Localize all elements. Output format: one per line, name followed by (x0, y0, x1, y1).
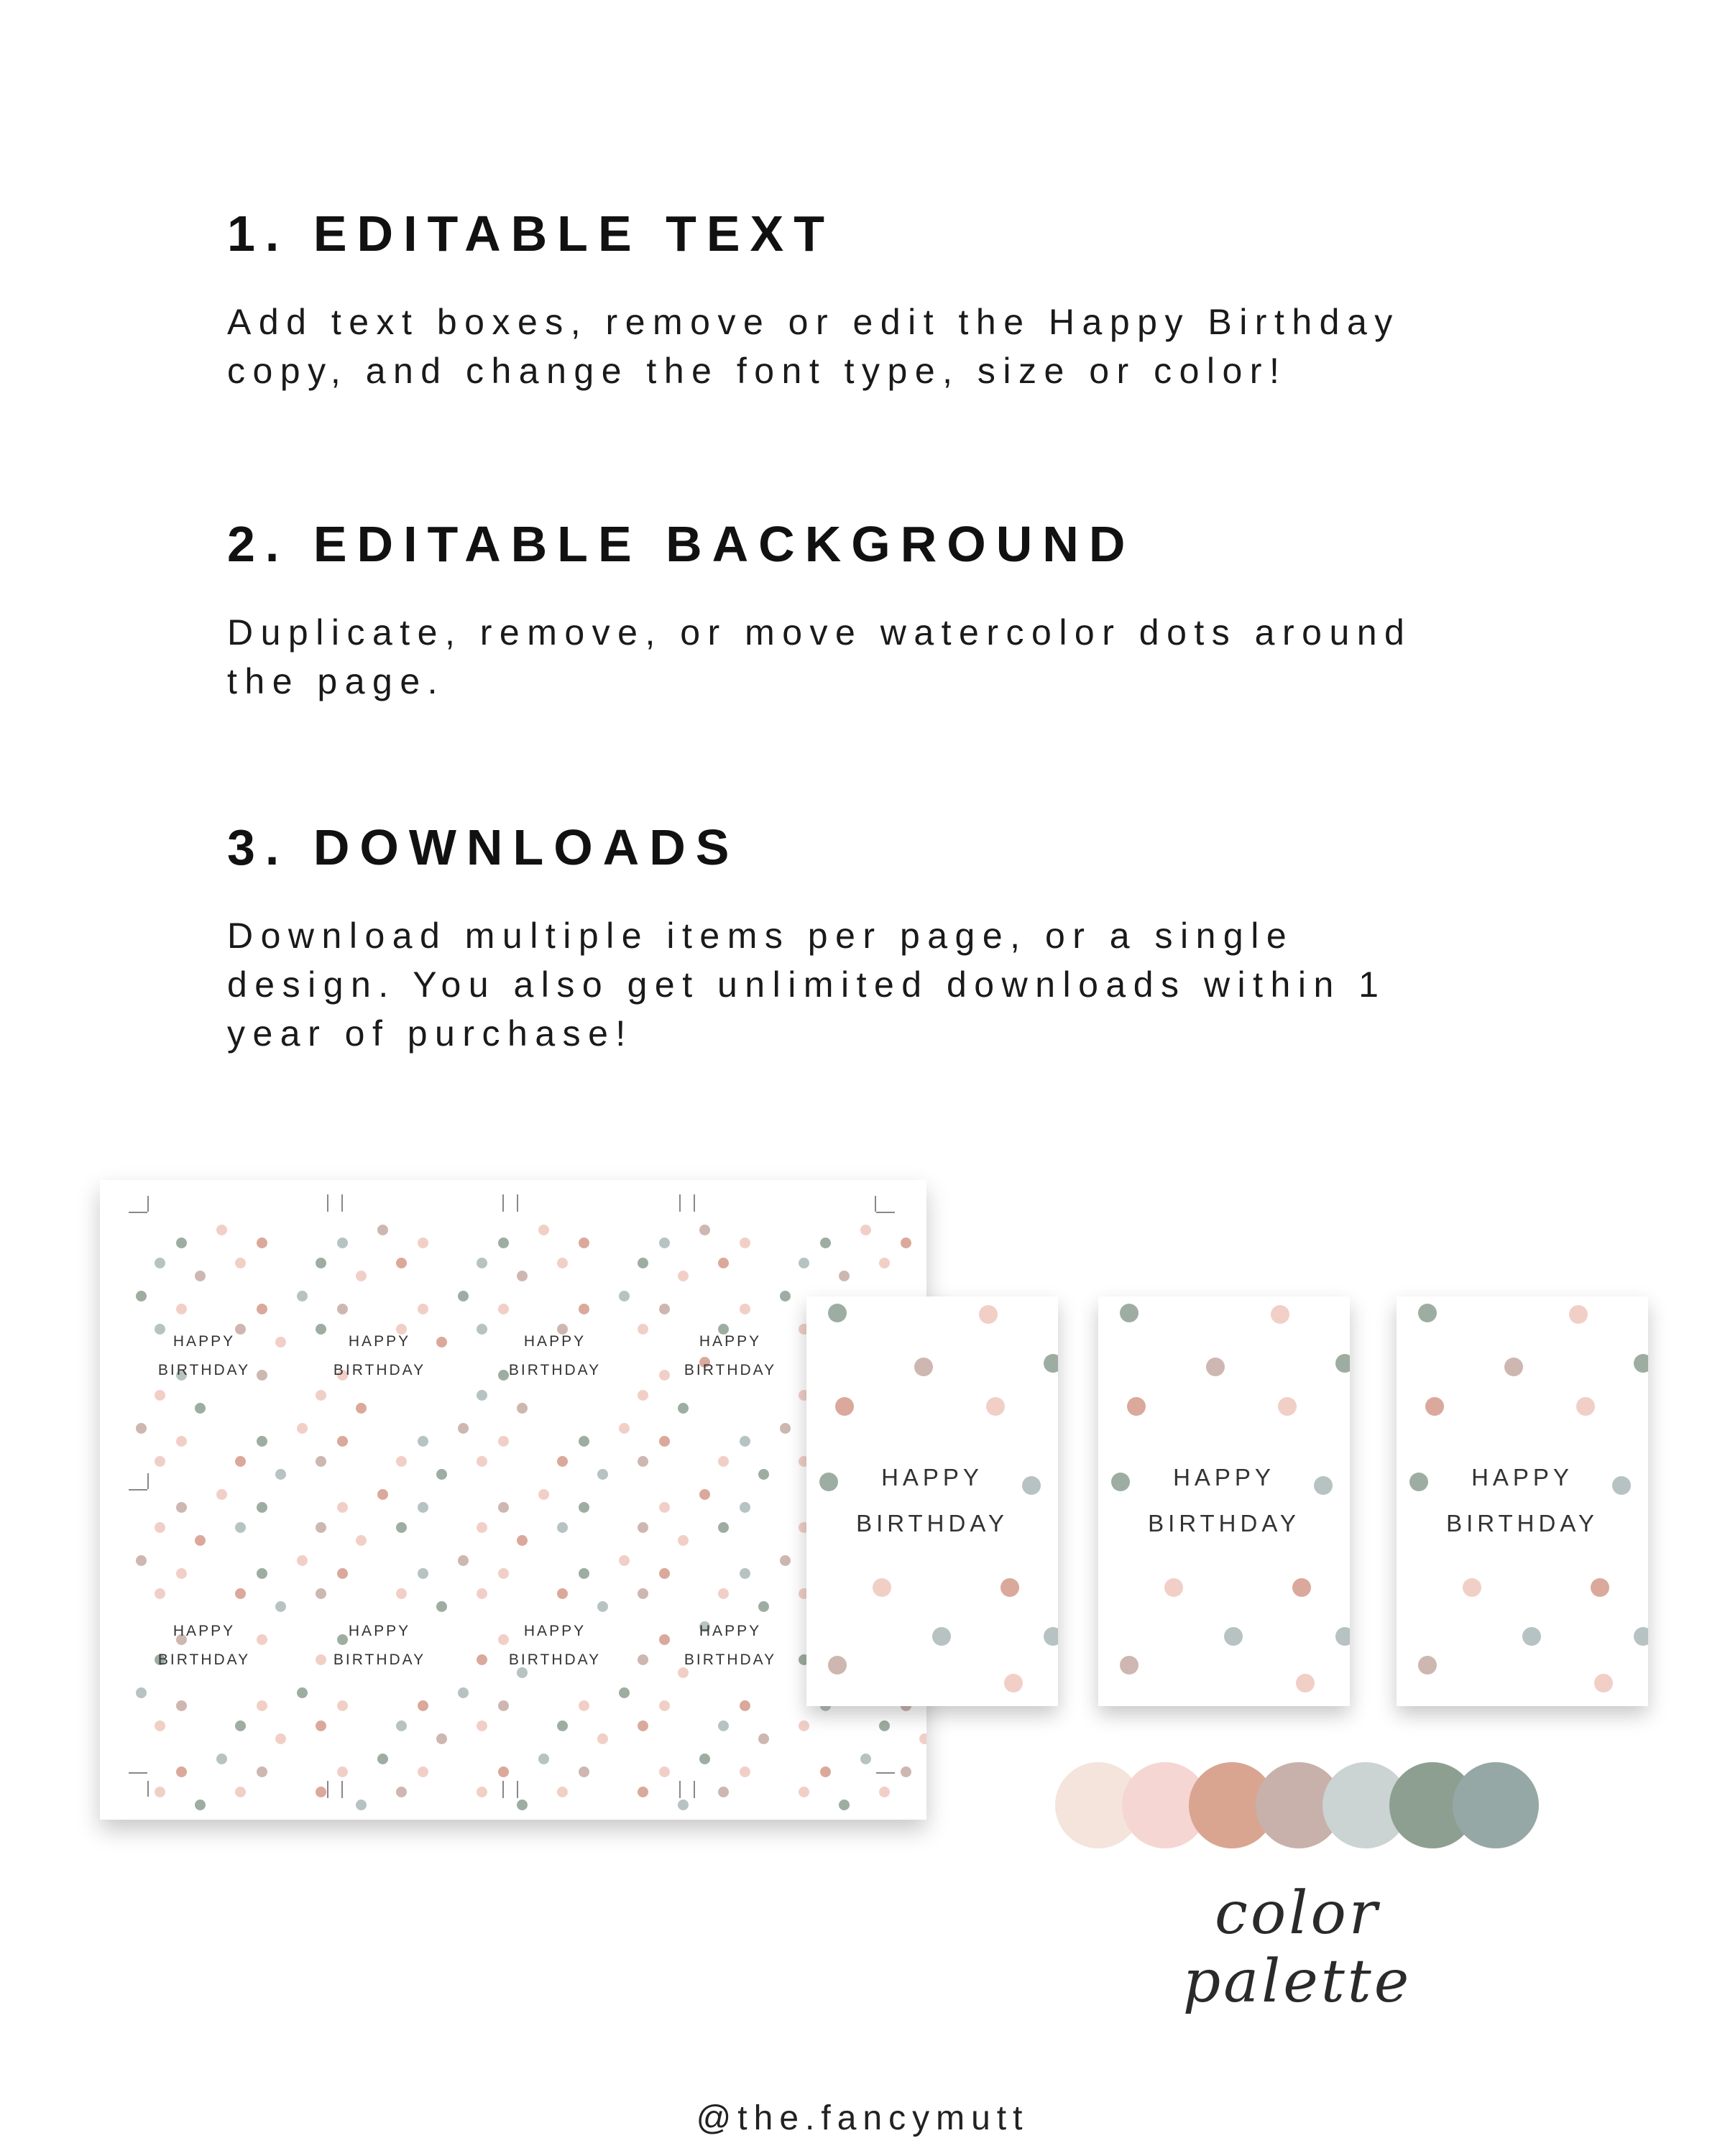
watercolor-dot (195, 1535, 206, 1546)
card-preview-2 (1098, 1296, 1350, 1706)
sheet-greeting-line-1: HAPPY (523, 1623, 586, 1639)
watercolor-dot (901, 1238, 911, 1248)
watercolor-dot (699, 1489, 710, 1500)
watercolor-dot (860, 1754, 871, 1764)
watercolor-dot (659, 1568, 670, 1579)
watercolor-dot (1120, 1304, 1138, 1322)
section-heading: 2. EDITABLE BACKGROUND (227, 516, 1136, 572)
watercolor-dot (799, 1787, 809, 1797)
watercolor-dot (619, 1687, 630, 1698)
crop-mark (694, 1781, 695, 1798)
watercolor-dot (458, 1555, 469, 1566)
watercolor-dot (835, 1397, 854, 1416)
watercolor-dot (498, 1568, 509, 1579)
watercolor-dot (659, 1304, 670, 1314)
crop-mark (517, 1781, 518, 1798)
description-line: year of purchase! (227, 1013, 633, 1054)
watercolor-dot (498, 1304, 509, 1314)
watercolor-dot (257, 1766, 267, 1777)
watercolor-dot (356, 1800, 367, 1810)
crop-mark (679, 1194, 681, 1212)
sheet-greeting-line-2: BIRTHDAY (684, 1362, 777, 1378)
watercolor-dot (235, 1720, 246, 1731)
crop-mark (327, 1781, 328, 1798)
watercolor-dot (638, 1258, 648, 1268)
watercolor-dot (517, 1403, 528, 1414)
watercolor-dot (1634, 1627, 1648, 1646)
watercolor-dot (579, 1238, 589, 1248)
palette-swatch (1453, 1762, 1539, 1848)
watercolor-dot (257, 1436, 267, 1447)
watercolor-dot (1000, 1578, 1019, 1597)
watercolor-dot (136, 1291, 147, 1302)
watercolor-dot (1127, 1397, 1146, 1416)
watercolor-dot (659, 1502, 670, 1513)
watercolor-dot (740, 1238, 750, 1248)
watercolor-dot (678, 1800, 689, 1810)
watercolor-dot (1206, 1358, 1225, 1376)
watercolor-dot (860, 1225, 871, 1235)
sheet-greeting-line-1: HAPPY (348, 1623, 411, 1639)
watercolor-dot (316, 1522, 326, 1533)
watercolor-dot (638, 1654, 648, 1665)
watercolor-dot (498, 1700, 509, 1711)
watercolor-dot (356, 1271, 367, 1281)
watercolor-dot (597, 1733, 608, 1744)
sheet-greeting (483, 1617, 627, 1674)
watercolor-dot (879, 1720, 890, 1731)
crop-mark (147, 1473, 149, 1489)
sheet-greeting-line-2: BIRTHDAY (508, 1651, 602, 1668)
watercolor-dot (914, 1358, 933, 1376)
watercolor-dot (557, 1456, 568, 1467)
watercolor-dot (477, 1456, 487, 1467)
watercolor-dot (1044, 1627, 1058, 1646)
watercolor-dot (820, 1766, 831, 1777)
card-greeting-line-2: BIRTHDAY (1148, 1510, 1300, 1537)
watercolor-dot (1522, 1627, 1541, 1646)
watercolor-dot (557, 1522, 568, 1533)
description-line: Duplicate, remove, or move watercolor dots around (227, 612, 1412, 653)
watercolor-dot (1164, 1578, 1183, 1597)
watercolor-dot (396, 1720, 407, 1731)
watercolor-dot (839, 1800, 850, 1810)
watercolor-dot (235, 1588, 246, 1599)
watercolor-dot (619, 1555, 630, 1566)
section-editable-text (227, 208, 1521, 395)
watercolor-dot (377, 1225, 388, 1235)
description-line: Download multiple items per page, or a single (227, 916, 1294, 956)
watercolor-dot (979, 1305, 998, 1324)
watercolor-dot (1418, 1656, 1437, 1674)
section-editable-background (227, 516, 1521, 706)
description-line: Add text boxes, remove or edit the Happy Birthday (227, 302, 1400, 342)
watercolor-dot (799, 1720, 809, 1731)
watercolor-dot (1335, 1627, 1350, 1646)
watercolor-dot (275, 1601, 286, 1612)
card-greeting-line-2: BIRTHDAY (1446, 1510, 1598, 1537)
watercolor-dot (136, 1687, 147, 1698)
sheet-greeting-line-1: HAPPY (172, 1333, 236, 1350)
crop-mark (147, 1196, 149, 1212)
crop-mark (341, 1194, 343, 1212)
watercolor-dot (477, 1720, 487, 1731)
sheet-greeting-line-2: BIRTHDAY (508, 1362, 602, 1378)
watercolor-dot (436, 1601, 447, 1612)
watercolor-dot (155, 1456, 165, 1467)
watercolor-dot (257, 1304, 267, 1314)
crop-mark (876, 1212, 895, 1213)
watercolor-dot (678, 1271, 689, 1281)
sheet-greeting (308, 1327, 451, 1385)
watercolor-dot (579, 1766, 589, 1777)
watercolor-dot (597, 1469, 608, 1480)
sheet-greeting (308, 1617, 451, 1674)
section-heading: 1. EDITABLE TEXT (227, 206, 834, 262)
watercolor-dot (718, 1787, 729, 1797)
watercolor-dot (597, 1601, 608, 1612)
watercolor-dot (758, 1469, 769, 1480)
watercolor-dot (396, 1787, 407, 1797)
watercolor-dot (477, 1258, 487, 1268)
watercolor-dot (498, 1436, 509, 1447)
watercolor-dot (740, 1700, 750, 1711)
watercolor-dot (579, 1502, 589, 1513)
watercolor-dot (538, 1225, 549, 1235)
watercolor-dot (638, 1324, 648, 1335)
watercolor-dot (839, 1271, 850, 1281)
sheet-greeting-line-1: HAPPY (523, 1333, 586, 1350)
watercolor-dot (1044, 1354, 1058, 1373)
watercolor-dot (718, 1588, 729, 1599)
crop-mark (327, 1194, 328, 1212)
sheet-greeting (132, 1327, 276, 1385)
watercolor-dot (275, 1733, 286, 1744)
watercolor-dot (579, 1304, 589, 1314)
watercolor-dot (337, 1436, 348, 1447)
watercolor-dot (718, 1456, 729, 1467)
watercolor-dot (216, 1489, 227, 1500)
watercolor-dot (396, 1588, 407, 1599)
watercolor-dot (176, 1304, 187, 1314)
watercolor-dot (155, 1522, 165, 1533)
watercolor-dot (498, 1238, 509, 1248)
watercolor-dot (538, 1489, 549, 1500)
social-handle: @the.fancymutt (696, 2099, 1029, 2137)
watercolor-dot (1576, 1397, 1595, 1416)
watercolor-dot (517, 1800, 528, 1810)
watercolor-dot (659, 1766, 670, 1777)
watercolor-dot (436, 1469, 447, 1480)
watercolor-dot (297, 1291, 308, 1302)
watercolor-dot (458, 1687, 469, 1698)
watercolor-dot (275, 1337, 286, 1348)
watercolor-dot (740, 1304, 750, 1314)
watercolor-dot (659, 1700, 670, 1711)
watercolor-dot (919, 1733, 926, 1744)
section-description (227, 911, 1521, 1058)
watercolor-dot (235, 1522, 246, 1533)
watercolor-dot (436, 1733, 447, 1744)
sheet-greeting-line-1: HAPPY (699, 1333, 762, 1350)
card-greeting-line-1: HAPPY (1173, 1464, 1275, 1491)
watercolor-dot (257, 1568, 267, 1579)
watercolor-dot (477, 1787, 487, 1797)
watercolor-dot (297, 1687, 308, 1698)
watercolor-dot (718, 1258, 729, 1268)
watercolor-dot (155, 1588, 165, 1599)
watercolor-dot (297, 1555, 308, 1566)
watercolor-dot (1591, 1578, 1609, 1597)
watercolor-dot (316, 1720, 326, 1731)
watercolor-dot (1278, 1397, 1297, 1416)
watercolor-dot (195, 1800, 206, 1810)
watercolor-dot (418, 1238, 428, 1248)
card-greeting (806, 1455, 1058, 1547)
watercolor-dot (155, 1720, 165, 1731)
description-line: copy, and change the font type, size or color! (227, 351, 1287, 391)
crop-mark (876, 1772, 895, 1774)
watercolor-dot (932, 1627, 951, 1646)
watercolor-dot (820, 1238, 831, 1248)
watercolor-dot (740, 1568, 750, 1579)
crop-mark (147, 1781, 149, 1797)
watercolor-dot (477, 1588, 487, 1599)
section-downloads (227, 819, 1521, 1058)
watercolor-dot (557, 1720, 568, 1731)
watercolor-dot (195, 1271, 206, 1281)
crop-mark (517, 1194, 518, 1212)
watercolor-dot (1224, 1627, 1243, 1646)
watercolor-dot (557, 1787, 568, 1797)
watercolor-dot (579, 1700, 589, 1711)
watercolor-dot (418, 1436, 428, 1447)
watercolor-dot (579, 1568, 589, 1579)
crop-mark (129, 1212, 147, 1213)
watercolor-dot (619, 1291, 630, 1302)
watercolor-dot (740, 1502, 750, 1513)
watercolor-dot (638, 1588, 648, 1599)
watercolor-dot (1292, 1578, 1311, 1597)
watercolor-dot (356, 1535, 367, 1546)
card-greeting (1098, 1455, 1350, 1547)
sheet-greeting-line-2: BIRTHDAY (157, 1362, 251, 1378)
watercolor-dot (699, 1225, 710, 1235)
section-description (227, 298, 1521, 395)
watercolor-dot (780, 1423, 791, 1434)
watercolor-dot (557, 1588, 568, 1599)
watercolor-dot (356, 1403, 367, 1414)
watercolor-dot (155, 1390, 165, 1401)
watercolor-dot (418, 1766, 428, 1777)
crop-mark (694, 1194, 695, 1212)
watercolor-dot (337, 1700, 348, 1711)
watercolor-dot (176, 1766, 187, 1777)
watercolor-dot (337, 1238, 348, 1248)
section-heading: 3. DOWNLOADS (227, 819, 740, 875)
watercolor-dot (1594, 1674, 1613, 1692)
watercolor-dot (718, 1720, 729, 1731)
crop-mark (502, 1781, 504, 1798)
crop-mark (679, 1781, 681, 1798)
crop-mark (129, 1489, 147, 1491)
sheet-greeting (658, 1327, 802, 1385)
watercolor-dot (418, 1700, 428, 1711)
watercolor-dot (758, 1601, 769, 1612)
watercolor-dot (780, 1291, 791, 1302)
sheet-greeting (483, 1327, 627, 1385)
description-line: design. You also get unlimited downloads within 1 (227, 964, 1386, 1005)
watercolor-dot (337, 1304, 348, 1314)
sheet-greeting-line-2: BIRTHDAY (333, 1651, 426, 1668)
watercolor-dot (1504, 1358, 1523, 1376)
watercolor-dot (176, 1436, 187, 1447)
watercolor-dot (1120, 1656, 1138, 1674)
watercolor-dot (1418, 1304, 1437, 1322)
card-preview-1 (806, 1296, 1058, 1706)
section-description (227, 608, 1521, 706)
watercolor-dot (758, 1733, 769, 1744)
watercolor-dot (458, 1291, 469, 1302)
watercolor-dot (879, 1258, 890, 1268)
watercolor-dot (176, 1568, 187, 1579)
watercolor-dot (638, 1787, 648, 1797)
watercolor-dot (216, 1225, 227, 1235)
watercolor-dot (879, 1787, 890, 1797)
watercolor-dot (257, 1502, 267, 1513)
watercolor-dot (678, 1403, 689, 1414)
watercolor-dot (316, 1390, 326, 1401)
watercolor-dot (901, 1766, 911, 1777)
watercolor-dot (477, 1390, 487, 1401)
watercolor-dot (659, 1238, 670, 1248)
watercolor-dot (828, 1304, 847, 1322)
watercolor-dot (176, 1238, 187, 1248)
watercolor-dot (337, 1568, 348, 1579)
watercolor-dot (235, 1456, 246, 1467)
watercolor-dot (155, 1258, 165, 1268)
watercolor-dot (155, 1787, 165, 1797)
card-preview-3 (1397, 1296, 1648, 1706)
watercolor-dot (1569, 1305, 1588, 1324)
watercolor-dot (1463, 1578, 1481, 1597)
crop-mark (502, 1194, 504, 1212)
watercolor-dot (638, 1720, 648, 1731)
palette-label: color palette (1182, 1879, 1412, 2016)
watercolor-dot (396, 1258, 407, 1268)
watercolor-dot (828, 1656, 847, 1674)
watercolor-dot (498, 1502, 509, 1513)
sheet-greeting (658, 1617, 802, 1674)
watercolor-dot (699, 1754, 710, 1764)
watercolor-dot (498, 1766, 509, 1777)
watercolor-dot (418, 1304, 428, 1314)
watercolor-dot (316, 1588, 326, 1599)
watercolor-dot (396, 1522, 407, 1533)
watercolor-dot (517, 1271, 528, 1281)
watercolor-dot (337, 1766, 348, 1777)
watercolor-dot (579, 1436, 589, 1447)
watercolor-dot (257, 1700, 267, 1711)
watercolor-dot (1004, 1674, 1023, 1692)
watercolor-dot (873, 1578, 891, 1597)
watercolor-dot (1296, 1674, 1315, 1692)
watercolor-dot (316, 1787, 326, 1797)
watercolor-dot (136, 1423, 147, 1434)
watercolor-dot (176, 1700, 187, 1711)
watercolor-dot (1425, 1397, 1444, 1416)
watercolor-dot (638, 1456, 648, 1467)
watercolor-dot (557, 1258, 568, 1268)
card-greeting (1397, 1455, 1648, 1547)
watercolor-dot (316, 1258, 326, 1268)
card-greeting-line-1: HAPPY (1471, 1464, 1573, 1491)
printable-sheet-preview (100, 1180, 926, 1820)
watercolor-dot (176, 1502, 187, 1513)
watercolor-dot (718, 1522, 729, 1533)
watercolor-dot (377, 1754, 388, 1764)
watercolor-dot (257, 1238, 267, 1248)
watercolor-dot (418, 1568, 428, 1579)
card-greeting-line-2: BIRTHDAY (856, 1510, 1008, 1537)
watercolor-dot (619, 1423, 630, 1434)
sheet-greeting-line-2: BIRTHDAY (684, 1651, 777, 1668)
watercolor-dot (538, 1754, 549, 1764)
watercolor-dot (740, 1766, 750, 1777)
crop-mark (341, 1781, 343, 1798)
watercolor-dot (235, 1258, 246, 1268)
watercolor-dot (418, 1502, 428, 1513)
watercolor-dot (235, 1787, 246, 1797)
watercolor-dot (780, 1555, 791, 1566)
watercolor-dot (396, 1456, 407, 1467)
sheet-greeting-line-1: HAPPY (699, 1623, 762, 1639)
watercolor-dot (195, 1403, 206, 1414)
watercolor-dot (377, 1489, 388, 1500)
watercolor-dot (1271, 1305, 1289, 1324)
watercolor-dot (136, 1555, 147, 1566)
watercolor-dot (678, 1535, 689, 1546)
sheet-greeting-line-2: BIRTHDAY (157, 1651, 251, 1668)
watercolor-dot (799, 1258, 809, 1268)
watercolor-dot (275, 1469, 286, 1480)
sheet-greeting-line-1: HAPPY (172, 1623, 236, 1639)
watercolor-dot (638, 1390, 648, 1401)
crop-mark (129, 1772, 147, 1774)
watercolor-dot (216, 1754, 227, 1764)
watercolor-dot (517, 1535, 528, 1546)
watercolor-dot (659, 1436, 670, 1447)
watercolor-dot (1634, 1354, 1648, 1373)
watercolor-dot (337, 1502, 348, 1513)
watercolor-dot (986, 1397, 1005, 1416)
watercolor-dot (477, 1522, 487, 1533)
card-greeting-line-1: HAPPY (881, 1464, 983, 1491)
watercolor-dot (638, 1522, 648, 1533)
watercolor-dot (1335, 1354, 1350, 1373)
watercolor-dot (740, 1436, 750, 1447)
description-line: the page. (227, 661, 446, 701)
sheet-greeting (132, 1617, 276, 1674)
crop-mark (875, 1196, 876, 1212)
watercolor-dot (297, 1423, 308, 1434)
sheet-greeting-line-1: HAPPY (348, 1333, 411, 1350)
sheet-greeting-line-2: BIRTHDAY (333, 1362, 426, 1378)
watercolor-dot (316, 1456, 326, 1467)
watercolor-dot (458, 1423, 469, 1434)
